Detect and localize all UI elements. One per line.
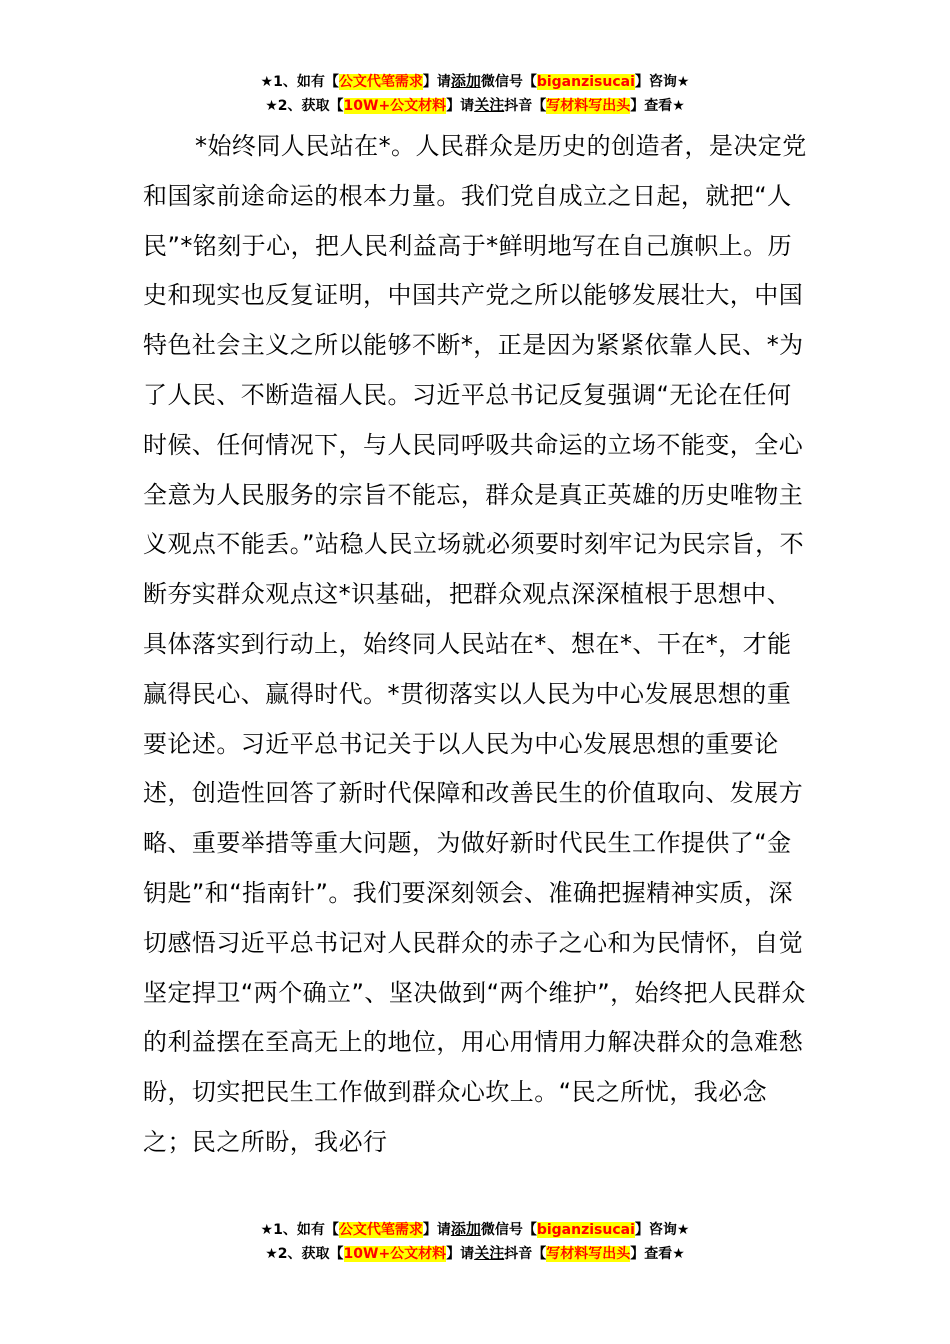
banner-line-2 [0,94,950,118]
banner-emphasis-follow: 关注 [474,96,505,114]
footer-line-1-mid: 】请 [422,1222,451,1238]
footer-line-2-prefix: ★2、获取【 [265,1246,344,1262]
banner-line-1-mid: 】请 [422,74,451,90]
banner-highlight-materials: 10W+公文材料 [343,98,447,114]
footer-line-2-mid: 】请 [446,1246,475,1262]
footer-line-1-mid2: 微信号【 [480,1222,537,1238]
footer-highlight-wechat-id: biganzisucai [536,1222,635,1238]
header-banner [0,70,950,118]
banner-line-2-suffix: 】查看★ [630,98,685,114]
footer-banner-line-2 [0,1242,950,1266]
footer-highlight-service: 公文代笔需求 [338,1222,423,1238]
banner-line-1-suffix: 】咨询★ [634,74,690,90]
banner-line-1-prefix: ★1、如有【 [260,74,339,90]
banner-line-2-mid2: 抖音【 [504,98,547,114]
banner-highlight-service: 公文代笔需求 [338,74,423,90]
footer-emphasis-add: 添加 [450,1220,481,1238]
footer-emphasis-follow: 关注 [474,1244,505,1262]
footer-banner-line-1 [0,1218,950,1242]
footer-line-2-mid2: 抖音【 [504,1246,547,1262]
banner-highlight-douyin: 写材料写出头 [546,98,631,114]
banner-highlight-wechat-id: biganzisucai [536,74,635,90]
banner-line-2-mid: 】请 [446,98,475,114]
footer-line-2-suffix: 】查看★ [630,1246,685,1262]
footer-highlight-douyin: 写材料写出头 [546,1246,631,1262]
banner-line-1-mid2: 微信号【 [480,74,537,90]
footer-line-1-prefix: ★1、如有【 [260,1222,339,1238]
banner-emphasis-add: 添加 [450,72,481,90]
footer-line-1-suffix: 】咨询★ [634,1222,690,1238]
document-body-paragraph: *始终同人民站在*。人民群众是历史的创造者，是决定党和国家前途命运的根本力量。我们党自成立之日起，就把“人民”*铭刻于心，把人民利益高于*鲜明地写在自己旗帜上。历史和现实也反复证明，中国共产党之所以能够发展壮大，中国特色社会主义之所以能够不断*，正是因为紧紧依靠人民、*为了人民、不断造福人民。习近平总书记反复强调“无论在任何时候、任何情况下，与人民同呼吸共命运的立场不能变，全心全意为人民服务的宗旨不能忘，群众是真正英雄的历史唯物主义观点不能丢。”站稳人民立场就必须要时刻牢记为民宗旨，不断夯实群众观点这*识基础，把群众观点深深植根于思想中、具体落实到行动上，始终同人民站在*、想在*、干在*，才能赢得民心、赢得时代。*贯彻落实以人民为中心发展思想的重要论述。习近平总书记关于以人民为中心发展思想的重要论述，创造性回答了新时代保障和改善民生的价值取向、发展方略、重要举措等重大问题，为做好新时代民生工作提供了“金钥匙”和“指南针”。我们要深刻领会、准确把握精神实质，深切感悟习近平总书记对人民群众的赤子之心和为民情怀，自觉坚定捍卫“两个确立”、坚决做到“两个维护”，始终把人民群众的利益摆在至高无上的地位，用心用情用力解决群众的急难愁盼，切实把民生工作做到群众心坎上。“民之所忧，我必念之；民之所盼，我必行 [143,132,807,1156]
banner-line-1 [0,70,950,94]
footer-highlight-materials: 10W+公文材料 [343,1246,447,1262]
banner-line-2-prefix: ★2、获取【 [265,98,344,114]
footer-banner [0,1218,950,1266]
